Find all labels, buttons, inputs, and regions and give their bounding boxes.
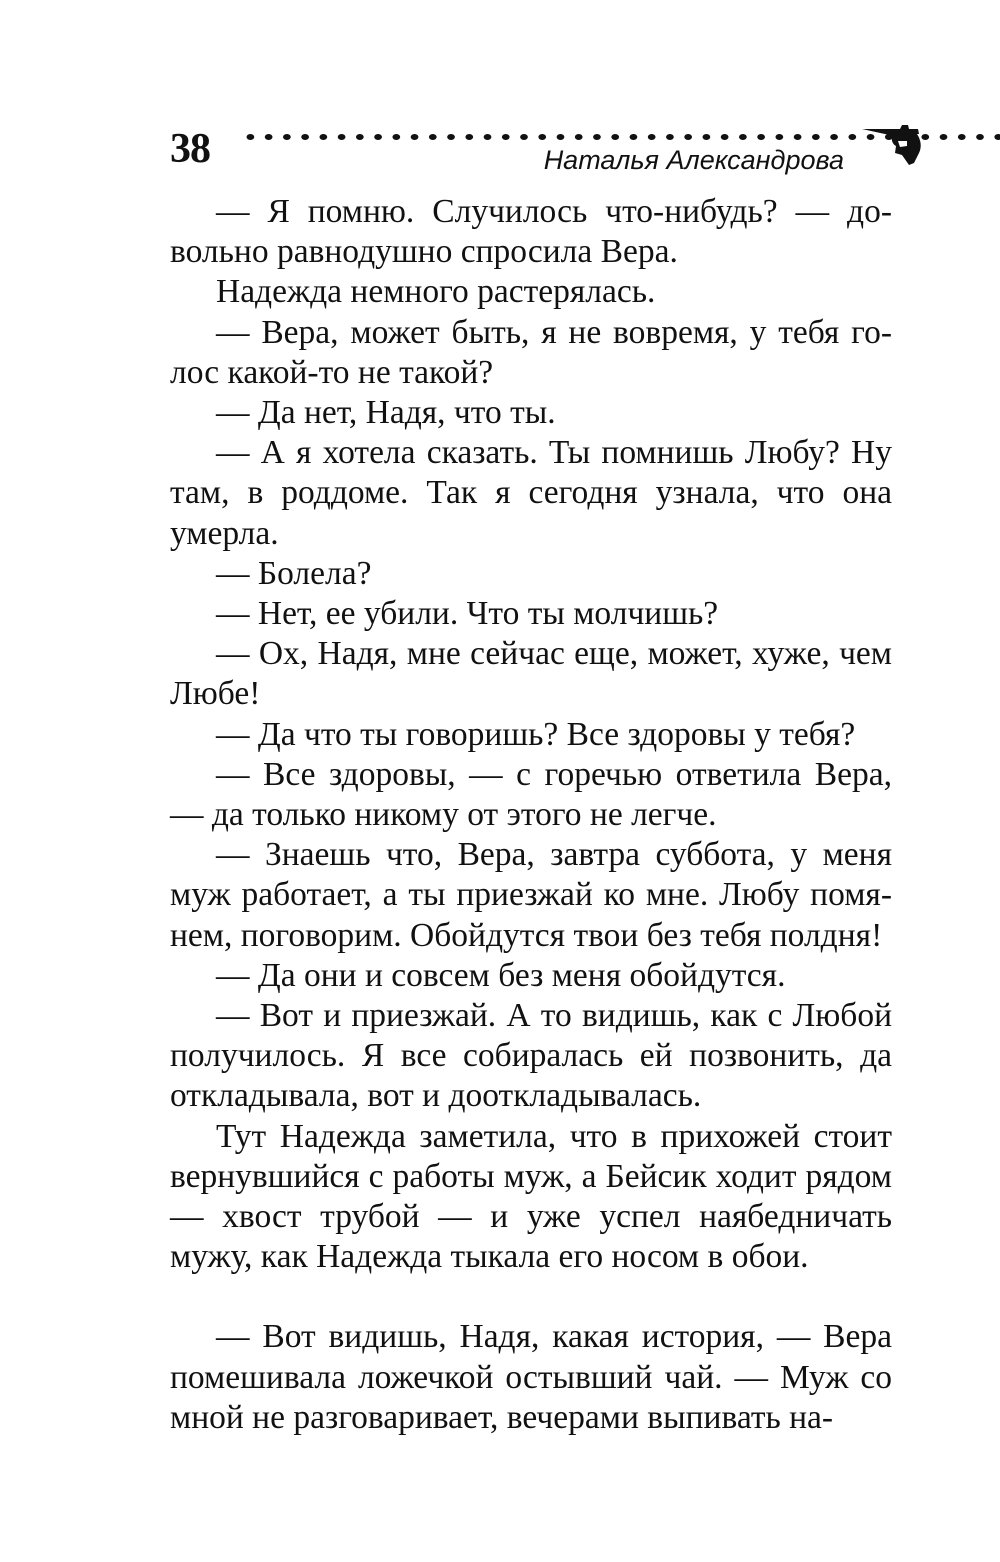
paragraph: — Да они и совсем без меня обойдутся.	[216, 956, 786, 994]
author-name: Наталья Александрова	[543, 145, 844, 175]
paragraph: — Болела?	[216, 554, 372, 592]
paragraph: — Вот видишь, Надя, какая история, — Вера помешивала ложечкой остывший чай. — Муж со мной не разговаривает, вечерами выпивать на-	[170, 1318, 892, 1436]
pistol-icon	[862, 122, 926, 166]
paragraph: Тут Надежда заметила, что в прихожей стоит вернувшийся с работы муж, а Бейсик ходит рядом — хвост трубой — и уже успел наябедничать мужу, как Надежда тыкала его носом в обои.	[170, 1117, 892, 1276]
paragraph: Надежда немного растерялась.	[216, 273, 656, 311]
paragraph: — Да нет, Надя, что ты.	[216, 394, 556, 432]
paragraph: — Знаешь что, Вера, завтра суббота, у меня муж работает, а ты приезжай ко мне. Любу помянем, поговорим. Обойдутся твои без тебя полдня!	[170, 836, 892, 954]
page-number: 38	[170, 126, 210, 172]
paragraph: — А я хотела сказать. Ты помнишь Любу? Ну там, в роддоме. Так я сегодня узнала, что она умерла.	[170, 434, 892, 552]
paragraph: — Я помню. Случилось что-нибудь? — довольно равнодушно спросила Вера.	[170, 193, 892, 271]
paragraph: — Да что ты говоришь? Все здоровы у тебя?	[216, 715, 856, 753]
body-text	[170, 192, 892, 1438]
paragraph: — Ох, Надя, мне сейчас еще, может, хуже, чем Любе!	[170, 635, 892, 713]
paragraph: — Вот и приезжай. А то видишь, как с Любой получилось. Я все собиралась ей позвонить, да откладывала, вот и дооткладывалась.	[170, 997, 892, 1115]
running-header	[170, 118, 922, 180]
paragraph: — Вера, может быть, я не вовремя, у тебя голос какой-то не такой?	[170, 313, 892, 391]
paragraph: — Все здоровы, — с горечью ответила Вера, — да только никому от этого не легче.	[170, 755, 892, 834]
paragraph: — Нет, ее убили. Что ты молчишь?	[216, 595, 719, 633]
